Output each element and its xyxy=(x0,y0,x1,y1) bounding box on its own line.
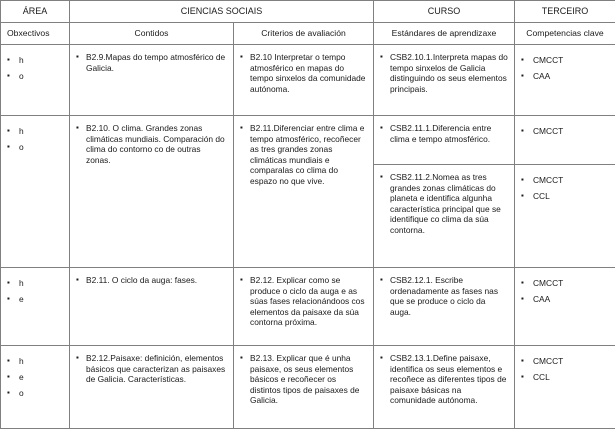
objectives-cell xyxy=(1,346,70,429)
standard-list xyxy=(380,275,508,317)
contidos-cell xyxy=(70,45,234,116)
standard-cell xyxy=(374,268,515,346)
criterio-cell xyxy=(234,45,374,116)
subheader-competencias: Competencias clave xyxy=(515,23,615,45)
competencia-item: ▪ CMCCT xyxy=(521,353,609,369)
objective-item: ▪ o xyxy=(7,139,63,155)
objective-item: ▪ o xyxy=(7,68,63,84)
criterio-cell xyxy=(234,346,374,429)
header-curso: CURSO xyxy=(374,1,515,23)
competencias-cell xyxy=(515,268,615,346)
standard-cell xyxy=(374,346,515,429)
subheader-row xyxy=(1,23,615,45)
criterio-cell xyxy=(234,268,374,346)
standard-text: ▪ CSB2.10.1.Interpreta mapas do tempo sinxelos de Galicia distinguindo os seus elementos principais. xyxy=(380,52,508,94)
contido-list xyxy=(76,52,227,73)
objective-item: ▪ h xyxy=(7,275,63,291)
objective-item: ▪ h xyxy=(7,123,63,139)
competencias-cell xyxy=(515,165,615,268)
standard-list xyxy=(380,172,508,236)
objectives-cell xyxy=(1,268,70,346)
standard-list xyxy=(380,353,508,406)
criterio-text: ▪ B2.12. Explicar como se produce o ciclo da auga e as súas fases relacionándoos cos elementos da paisaxe da súa contorna próxima. xyxy=(240,275,367,328)
standard-text: ▪ CSB2.11.1.Diferencia entre clima e tempo atmosférico. xyxy=(380,123,508,144)
objectives-cell xyxy=(1,45,70,116)
competencia xyxy=(521,52,609,84)
standard-cell xyxy=(374,116,515,165)
objective xyxy=(7,123,63,155)
objective xyxy=(7,353,63,401)
competencia xyxy=(521,123,609,139)
competencia-item: ▪ CMCCT xyxy=(521,52,609,68)
criterio-cell xyxy=(234,116,374,268)
objectives-cell xyxy=(1,116,70,268)
standard-text: ▪ CSB2.12.1. Escribe ordenadamente as fases nas que se produce o ciclo da auga. xyxy=(380,275,508,317)
standard-text: ▪ CSB2.11.2.Nomea as tres grandes zonas climáticas do planeta e identifica algunha característica principal que se identifique co clima da súa contorna. xyxy=(380,172,508,236)
header-area: ÁREA xyxy=(1,1,70,23)
objective xyxy=(7,52,63,84)
contidos-cell xyxy=(70,116,234,268)
header-row xyxy=(1,1,615,23)
contido-list xyxy=(76,275,227,286)
competencia-item: ▪ CAA xyxy=(521,68,609,84)
criterio-list xyxy=(240,52,367,94)
subheader-contidos: Contidos xyxy=(70,23,234,45)
subheader-criterios: Criterios de avaliación xyxy=(234,23,374,45)
competencia-item: ▪ CMCCT xyxy=(521,172,609,188)
subheader-obxectivos: Obxectivos xyxy=(1,23,70,45)
objective-item: ▪ o xyxy=(7,385,63,401)
standard-list xyxy=(380,52,508,94)
contidos-cell xyxy=(70,346,234,429)
table-row xyxy=(1,346,615,429)
contido-text: ▪ B2.9.Mapas do tempo atmosférico de Galicia. xyxy=(76,52,227,73)
competencia xyxy=(521,172,609,204)
criterio-text: ▪ B2.13. Explicar que é unha paisaxe, os seus elementos básicos e recoñecer os distintos tipos de paisaxes de Galicia. xyxy=(240,353,367,406)
competencia-item: ▪ CCL xyxy=(521,188,609,204)
competencia-item: ▪ CAA xyxy=(521,291,609,307)
header-terceiro: TERCEIRO xyxy=(515,1,615,23)
standard-cell xyxy=(374,45,515,116)
competencias-cell xyxy=(515,45,615,116)
objective xyxy=(7,275,63,307)
competencia-item: ▪ CMCCT xyxy=(521,275,609,291)
standard-list xyxy=(380,123,508,144)
criterio-text: ▪ B2.11.Diferenciar entre clima e tempo atmosférico, recoñecer as tres grandes zonas climáticas mundiais e comparalas co clima do espazo no que vive. xyxy=(240,123,367,187)
criterio-list xyxy=(240,123,367,187)
table-row xyxy=(1,268,615,346)
objective-item: ▪ e xyxy=(7,369,63,385)
competencia xyxy=(521,353,609,385)
table-row xyxy=(1,116,615,165)
criterio-list xyxy=(240,353,367,406)
contido-text: ▪ B2.10. O clima. Grandes zonas climáticas mundiais. Comparación do clima do contorno co de outras zonas. xyxy=(76,123,227,165)
objective-item: ▪ e xyxy=(7,291,63,307)
competencias-cell xyxy=(515,346,615,429)
header-ciencias-sociais: CIENCIAS SOCIAIS xyxy=(70,1,374,23)
contido-text: ▪ B2.12.Paisaxe: definición, elementos básicos que caracterizan as paisaxes de Galicia. Características. xyxy=(76,353,227,385)
standard-cell xyxy=(374,165,515,268)
criterio-text: ▪ B2.10 Interpretar o tempo atmosférico en mapas do tempo sinxelos da comunidade autónoma. xyxy=(240,52,367,94)
objective-item: ▪ h xyxy=(7,353,63,369)
contido-text: ▪ B2.11. O ciclo da auga: fases. xyxy=(76,275,227,286)
standard-text: ▪ CSB2.13.1.Define paisaxe, identifica os seus elementos e recoñece as diferentes tipos de paisaxe básicas na comunidade autónoma. xyxy=(380,353,508,406)
competencia-item: ▪ CCL xyxy=(521,369,609,385)
objective-item: ▪ h xyxy=(7,52,63,68)
contido-list xyxy=(76,123,227,165)
criterio-list xyxy=(240,275,367,328)
contido-list xyxy=(76,353,227,385)
competencia-item: ▪ CMCCT xyxy=(521,123,609,139)
contidos-cell xyxy=(70,268,234,346)
subheader-estandares: Estándares de aprendizaxe xyxy=(374,23,515,45)
competencias-cell xyxy=(515,116,615,165)
competencia xyxy=(521,275,609,307)
table-row xyxy=(1,45,615,116)
